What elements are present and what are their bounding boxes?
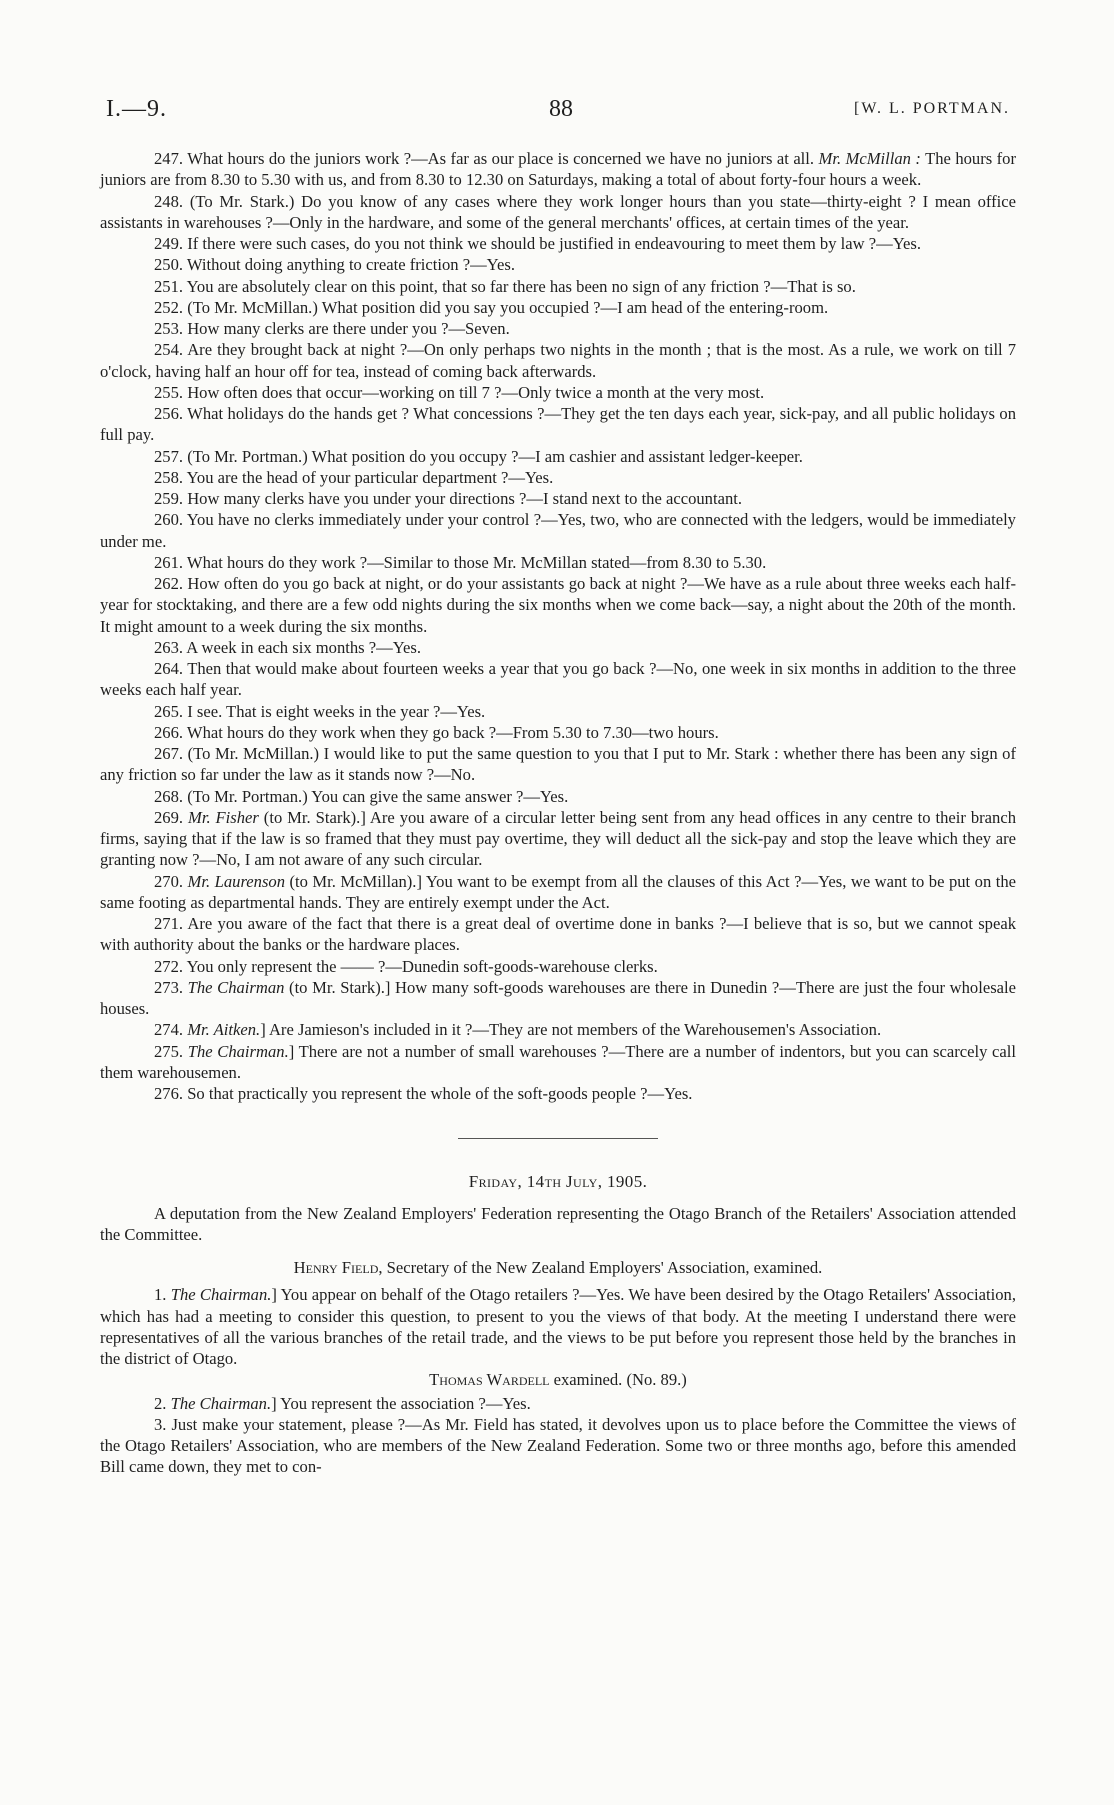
question-number: 258. [154,467,184,487]
qa-text: How often do you go back at night, or do your assistants go back at night ?—We have as a rule about three weeks each half-year for stocktaking, and there are a few odd nights during the six months when we come back—say, a night about the 20th of the month. It might amount to a week during the six months. [100,574,1016,636]
qa-text: ] There are not a number of small warehouses ?—There are a number of indentors, but you can scarcely call them warehousemen. [100,1041,1017,1082]
speaker-name: The Chairman [187,977,285,997]
question-number: 272. [154,956,184,976]
qa-paragraph [100,382,1016,403]
speaker-name: The Chairman. [170,1285,272,1305]
speaker-name: Mr. Laurenson [187,871,285,891]
qa-paragraph [100,488,1016,509]
qa-text: Are you aware of the fact that there is a great deal of overtime done in banks ?—I believe that is so, but we cannot speak with authority about the banks or the hardware places. [100,914,1017,955]
witness-running-head: [W. L. PORTMAN. [853,100,1010,117]
question-number: 254. [154,340,184,360]
report-reference: I.—9. [106,96,167,122]
witness-heading [100,1257,1016,1278]
qa-paragraph [100,1041,1016,1084]
qa-paragraph [100,276,1016,297]
qa-text: A week in each six months ?—Yes. [186,637,422,657]
question-number: 261. [154,552,184,572]
qa-text: (To Mr. McMillan.) What position did you say you occupied ?—I am head of the entering-room. [187,297,829,317]
qa-paragraph [100,913,1016,956]
deputation-intro: A deputation from the New Zealand Employers' Federation representing the Otago Branch of the Retailers' Association attended the Committee. [100,1203,1016,1244]
page-body [100,148,1016,1478]
question-number: 259. [154,489,184,508]
qa-paragraph [100,403,1016,446]
qa-text: What hours do they work ?—Similar to those Mr. McMillan stated—from 8.30 to 5.30. [186,552,767,572]
qa-paragraph [100,254,1016,275]
paragraph-item: 2. The Chairman.] You represent the association ?—Yes. [154,1393,531,1413]
sitting-date: Friday, 14th July, 1905. [468,1172,648,1192]
qa-text: So that practically you represent the whole of the soft-goods people ?—Yes. [187,1084,693,1103]
witness-name: Henry Field [293,1258,379,1277]
qa-paragraph [100,637,1016,658]
qa-paragraph [100,297,1016,318]
question-number: 256. [154,404,184,423]
qa-text: How many clerks have you under your directions ?—I stand next to the accountant. [187,489,743,508]
qa-text: (To Mr. McMillan.) I would like to put the same question to you that I put to Mr. Stark : whether there has been any sign of any friction so far under the law as it stands now ?—No. [100,744,1016,785]
question-number: 262. [154,574,184,593]
question-number: 247. [154,149,184,168]
qa-text: ] Are Jamieson's included in it ?—They are not members of the Warehousemen's Association. [260,1020,882,1040]
qa-text: (to Mr. Stark).] Are you aware of a circular letter being sent from any head offices in any centre to their branch firms, saying that if the law is so framed that they must pay overtime, they will deduct all the sick-pay and stop the leave which they are granting now ?—No, I am not aware of any such circular. [100,807,1017,870]
question-number: 276. [154,1084,184,1103]
qa-paragraph [100,1083,1016,1104]
question-number: 250. [154,255,184,275]
qa-paragraph [100,467,1016,488]
paragraph-item: 1. The Chairman.] You appear on behalf of the Otago retailers ?—Yes. We have been desired by the Otago Retailers' Association, which has had a meeting to consider this question, to present to you the views of that body. At the meeting I understand there were representatives of all the various branches of the retail trade, and the views to be put before you represent those held by the branches in the district of Otago. [100,1285,1016,1368]
witness-heading [100,1369,1016,1390]
qa-paragraph [100,786,1016,807]
qa-text: You only represent the —— ?—Dunedin soft-goods-warehouse clerks. [186,956,658,976]
qa-paragraph [100,871,1016,914]
qa-text: What hours do they work when they go back ?—From 5.30 to 7.30—two hours. [186,722,719,742]
qa-paragraph [100,722,1016,743]
question-number: 270. [154,871,184,891]
qa-text: (To Mr. Portman.) What position do you occupy ?—I am cashier and assistant ledger-keeper. [187,446,803,466]
qa-paragraph [100,956,1016,977]
qa-text: What hours do the juniors work ?—As far as our place is concerned we have no juniors at all. [187,149,819,168]
question-number: 266. [154,722,184,742]
question-number: 274. [154,1020,184,1040]
witness-name: Thomas Wardell [429,1370,550,1390]
question-number: 252. [154,297,184,317]
qa-text: How many clerks are there under you ?—Seven. [187,319,510,338]
qa-paragraph [100,1019,1016,1040]
page-number: 88 [549,96,573,122]
speaker-name: Mr. Aitken. [187,1020,261,1040]
qa-text: (To Mr. Stark.) Do you know of any cases where they work longer hours than you state—thirty-eight ? I mean office assistants in warehouses ?—Only in the hardware, and some of the general merchants' offices, at certain times of the year. [100,191,1016,232]
qa-text: How often does that occur—working on till 7 ?—Only twice a month at the very most. [187,382,765,402]
question-number: 273. [154,977,184,997]
qa-text: If there were such cases, do you not think we should be justified in endeavouring to meet them by law ?—Yes. [187,234,922,253]
qa-text: Without doing anything to create friction ?—Yes. [186,255,515,275]
qa-paragraph [100,743,1016,786]
question-number: 255. [154,382,184,402]
question-number: 264. [154,659,184,678]
qa-text: (To Mr. Portman.) You can give the same answer ?—Yes. [187,786,569,806]
question-number: 257. [154,446,184,466]
question-answer-list [100,148,1016,1104]
qa-text: You are absolutely clear on this point, that so far there has been no sign of any friction ?—That is so. [186,276,856,296]
paragraph-item: 3. Just make your statement, please ?—As Mr. Field has stated, it devolves upon us to place before the Committee the views of the Otago Retailers' Association, who are members of the New Zealand Federation. Some two or three months ago, before this amended Bill came down, they met to con- [100,1414,1016,1477]
qa-paragraph [100,339,1016,382]
page-header [106,96,1010,130]
question-number: 260. [154,510,184,530]
question-number: 275. [154,1041,184,1061]
witness-description: examined. (No. 89.) [549,1370,687,1390]
question-number: 249. [154,234,184,253]
qa-text: I see. That is eight weeks in the year ?—Yes. [187,701,486,721]
question-number: 251. [154,276,184,296]
speaker-name: Mr. Fisher [188,807,259,827]
qa-paragraph [100,233,1016,254]
qa-paragraph [100,318,1016,339]
qa-paragraph [100,977,1016,1020]
question-number: 271. [154,914,184,933]
qa-paragraph [100,807,1016,871]
qa-text: (to Mr. McMillan).] You want to be exempt from all the clauses of this Act ?—Yes, we want to be put on the same footing as departmental hands. They are entirely exempt under the Act. [100,871,1016,912]
section-divider [458,1138,658,1139]
question-number: 248. [154,191,184,211]
qa-text: Then that would make about fourteen weeks a year that you go back ?—No, one week in six months in addition to the three weeks each half year. [100,659,1016,700]
qa-paragraph [100,701,1016,722]
question-number: 269. [154,807,184,827]
qa-paragraph [100,446,1016,467]
qa-paragraph [100,573,1016,637]
speaker-name: The Chairman. [187,1041,289,1061]
speaker-name: The Chairman. [170,1393,272,1413]
question-number: 263. [154,637,184,657]
qa-paragraph [100,658,1016,701]
question-number: 253. [154,319,184,338]
qa-paragraph [100,148,1016,191]
qa-text: Are they brought back at night ?—On only perhaps two nights in the month ; that is the most. As a rule, we work on till 7 o'clock, having half an hour off for tea, instead of coming back afterwards. [100,340,1017,381]
question-number: 267. [154,744,184,763]
qa-text: You have no clerks immediately under your control ?—Yes, two, who are connected with the ledgers, would be immediately under me. [100,510,1016,551]
qa-paragraph [100,552,1016,573]
qa-text: You are the head of your particular department ?—Yes. [186,467,554,487]
qa-text: The hours for juniors are from 8.30 to 5.30 with us, and from 8.30 to 12.30 on Saturdays, making a total of about forty-four hours a week. [100,149,1016,190]
qa-paragraph [100,509,1016,552]
qa-text: What holidays do the hands get ? What concessions ?—They get the ten days each year, sick-pay, and all public holidays on full pay. [100,404,1016,445]
question-number: 265. [154,701,184,721]
question-number: 268. [154,786,184,806]
qa-paragraph [100,191,1016,234]
speaker-name: Mr. McMillan : [818,149,921,168]
witness-description: , Secretary of the New Zealand Employers' Association, examined. [378,1258,823,1277]
qa-text: (to Mr. Stark).] How many soft-goods warehouses are there in Dunedin ?—There are just the four wholesale houses. [100,977,1016,1018]
